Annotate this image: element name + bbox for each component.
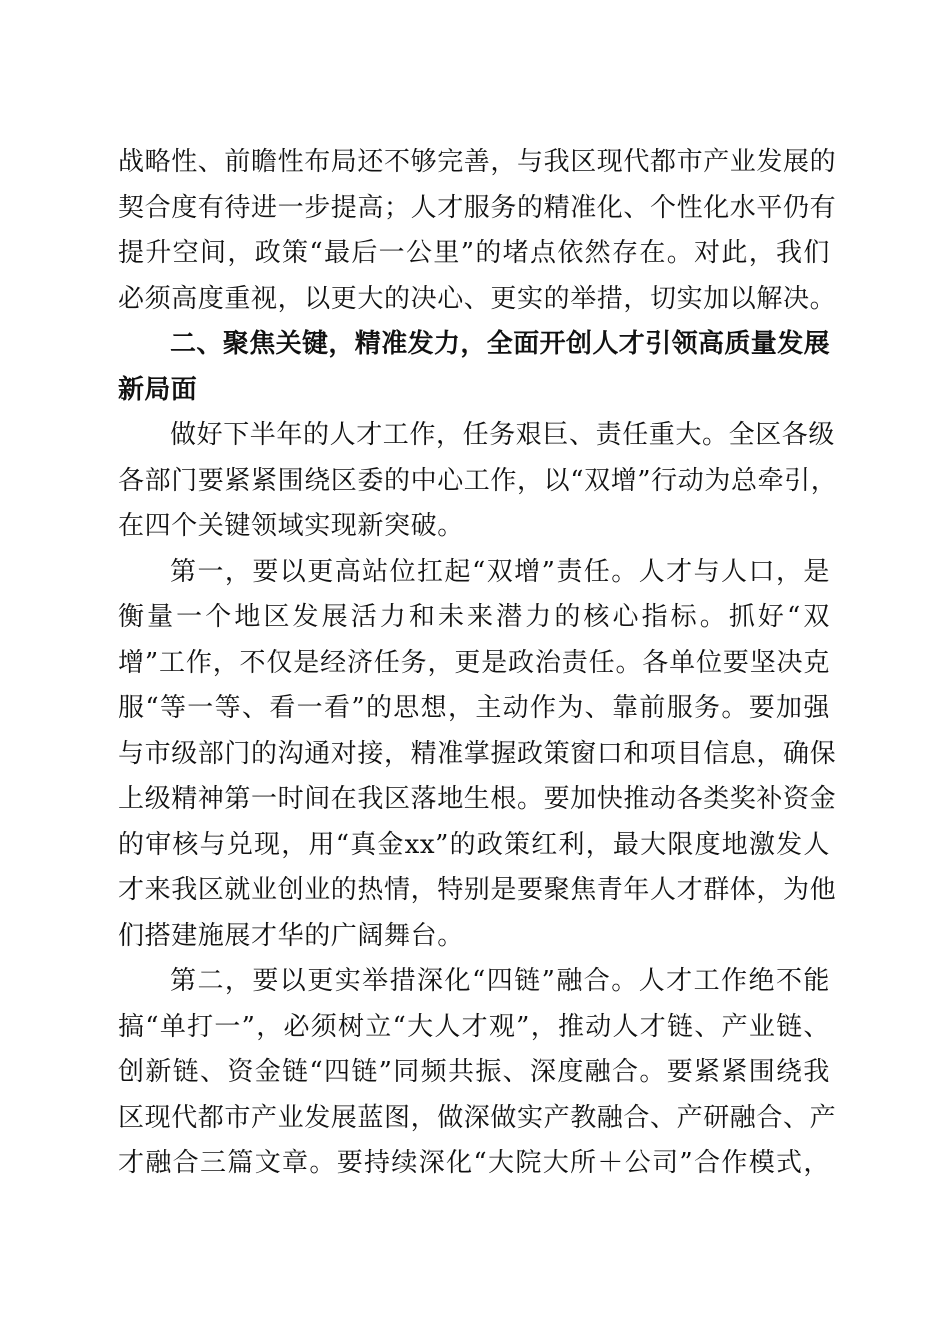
section-heading-continued: 新局面 [118,374,198,405]
body-line: 提升空间，政策“最后一公里”的堵点依然存在。对此，我们 [118,238,830,268]
body-line: 搞“单打一”，必须树立“大人才观”，推动人才链、产业链、 [118,1011,830,1042]
body-line: 在四个关键领域实现新突破。 [118,511,464,541]
body-line: 第二，要以更实举措深化“四链”融合。人才工作绝不能 [170,966,830,996]
body-line: 做好下半年的人才工作，任务艰巨、责任重大。全区各级 [170,420,836,450]
body-line: 衡量一个地区发展活力和未来潜力的核心指标。抓好“双 [118,602,830,632]
document-body [118,140,838,1187]
body-line: 与市级部门的沟通对接，精准掌握政策窗口和项目信息，确保 [118,738,837,769]
body-line: 区现代都市产业发展蓝图，做深做实产教融合、产研融合、产 [118,1102,837,1133]
body-line: 上级精神第一时间在我区落地生根。要加快推动各类奖补资金 [118,784,837,814]
body-line: 必须高度重视，以更大的决心、更实的举措，切实加以解决。 [118,283,837,314]
body-line: 创新链、资金链“四链”同频共振、深度融合。要紧紧围绕我 [118,1057,830,1087]
body-line: 服“等一等、看一看”的思想，主动作为、靠前服务。要加强 [118,693,830,723]
body-line: 增”工作，不仅是经济任务，更是政治责任。各单位要坚决克 [118,647,830,678]
body-line: 才来我区就业创业的热情，特别是要聚焦青年人才群体，为他 [118,875,837,905]
body-line: 的审核与兑现，用“真金xx”的政策红利，最大限度地激发人 [118,829,830,860]
section-heading: 二、聚焦关键，精准发力，全面开创人才引领高质量发展 [170,329,831,359]
body-line: 战略性、前瞻性布局还不够完善，与我区现代都市产业发展的 [118,147,837,177]
body-line: 契合度有待进一步提高；人才服务的精准化、个性化水平仍有 [118,192,837,223]
body-line: 各部门要紧紧围绕区委的中心工作，以“双增”行动为总牵引， [118,465,838,496]
body-line: 才融合三篇文章。要持续深化“大院大所＋公司”合作模式， [118,1148,830,1178]
body-line: 们搭建施展才华的广阔舞台。 [118,920,464,951]
body-line: 第一，要以更高站位扛起“双增”责任。人才与人口，是 [170,556,830,587]
